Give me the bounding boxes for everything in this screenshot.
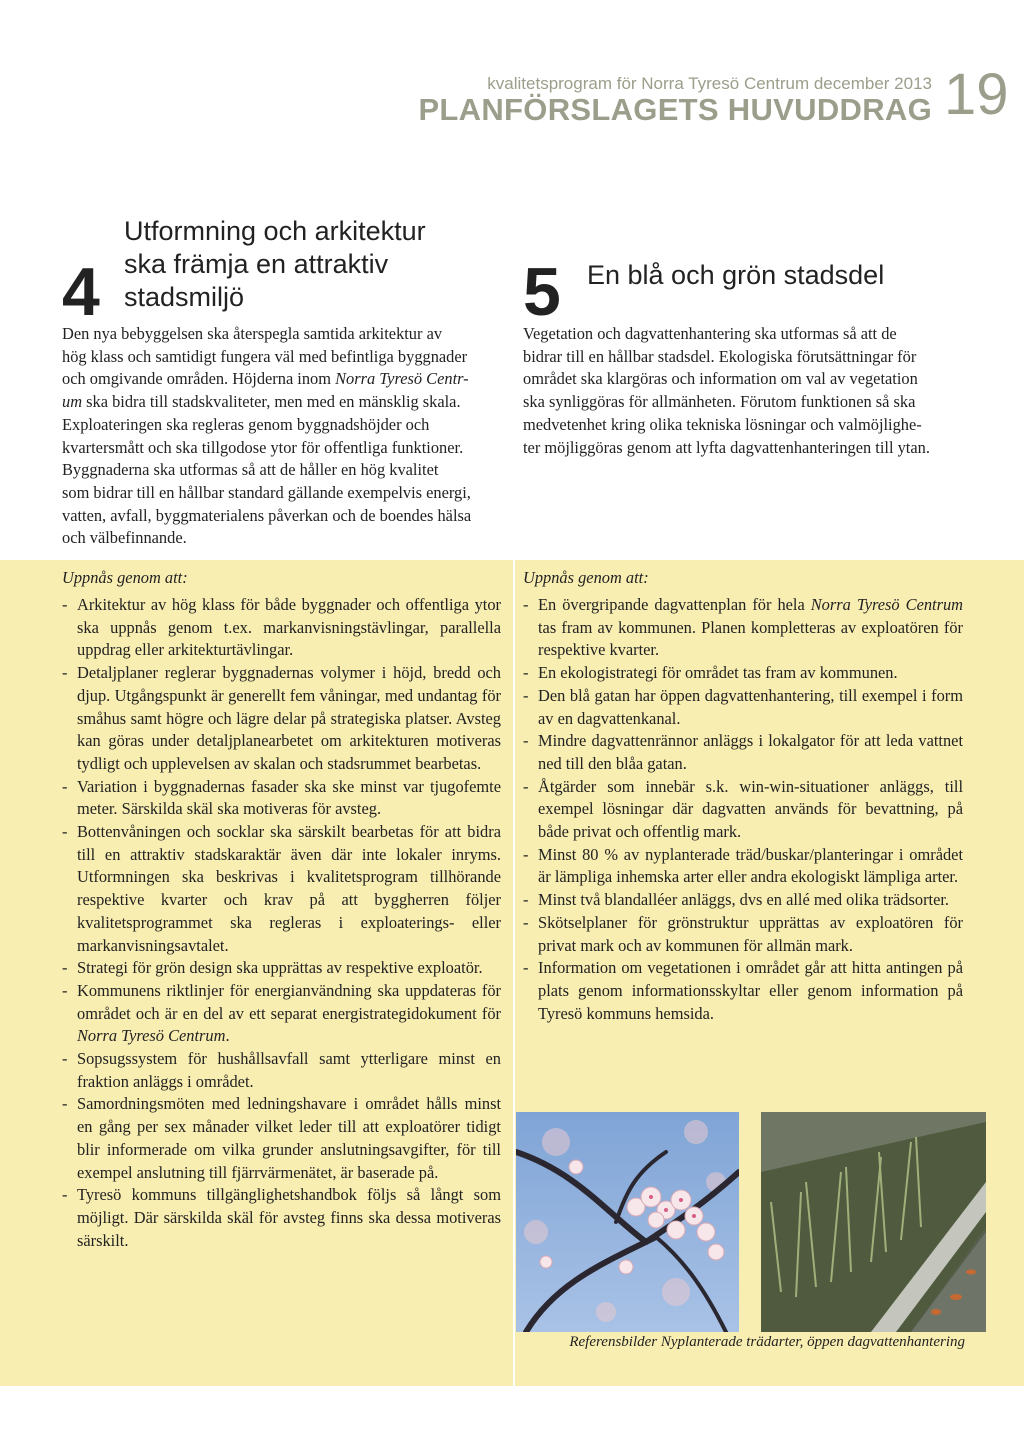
section-5-number: 5 xyxy=(523,254,559,330)
bullet-item: - En ekologistrategi för området tas fram av kommunen. xyxy=(523,662,963,685)
section-4-uppnas-label: Uppnås genom att: xyxy=(62,568,188,587)
intro-line: kvartersmått och ska tillgodose ytor för offentliga funktioner. xyxy=(62,437,464,457)
water-channel-photo xyxy=(761,1112,986,1332)
section-4-number: 4 xyxy=(62,254,98,330)
bullet-item: - Samordningsmöten med ledningshavare i området hålls minst en gång per sex månader vilket leder till att exploatörer tidigt blir informerade om vilka grunder anslutningsavgifter, för till exempel anslutning till fjärrvärmenätet, är baserade på. xyxy=(62,1093,501,1184)
bullet-item: - Arkitektur av hög klass för både byggnader och offentliga ytor ska uppnås genom t.ex. markanvisningstävlingar, parallella uppdrag eller arkitekturtävlingar. xyxy=(62,594,501,662)
intro-line: medvetenhet kring olika tekniska lösningar och valmöjlighe- xyxy=(523,414,922,434)
intro-line: Den nya bebyggelsen ska återspegla samtida arkitektur av xyxy=(62,324,443,343)
bullet-item: - En övergripande dagvattenplan för hela Norra Tyresö Centrum tas fram av kommunen. Planen kompletteras av exploatören för respektive kvarter. xyxy=(523,594,963,662)
bullet-item: - Detaljplaner reglerar byggnadernas volymer i höjd, bredd och djup. Utgångspunkt är generellt fem våningar, med undantag för småhus samt högre och lägre delar på strategiska platser. Avsteg kan göras under detaljplanearbetet om arkitekturen motiveras tydligt och upplevelsen av skalan och stadsrummet bearbetas. xyxy=(62,662,501,776)
bullet-item: - Sopsugssystem för hushållsavfall samt ytterligare minst en fraktion anläggs i området. xyxy=(62,1048,501,1093)
bullet-item: - Mindre dagvattenrännor anläggs i lokalgator för att leda vattnet ned till den blåa gatan. xyxy=(523,730,963,775)
water-channel-image xyxy=(761,1112,986,1332)
section-5-intro xyxy=(523,323,973,459)
intro-line: Byggnaderna ska utformas så att de håller en hög kvalitet xyxy=(62,460,439,480)
intro-line: hög klass och samtidigt fungera väl med befintliga byggnader xyxy=(62,346,468,366)
section-4-title-line: stadsmiljö xyxy=(124,282,245,312)
section-5-uppnas-label: Uppnås genom att: xyxy=(523,568,649,587)
section-4-title xyxy=(124,215,426,314)
intro-line: Exploateringen ska regleras genom byggnadshöjder och xyxy=(62,414,430,434)
bullet-item: - Tyresö kommuns tillgänglighetshandbok följs så långt som möjligt. Där särskilda skäl för avsteg finns ska dessa motiveras särskilt. xyxy=(62,1184,501,1252)
intro-line: bidrar till en hållbar stadsdel. Ekologiska förutsättningar för xyxy=(523,346,917,366)
section-4-title-line: ska främja en attraktiv xyxy=(124,249,389,279)
cherry-blossom-image xyxy=(516,1112,739,1332)
bullet-item: - Åtgärder som innebär s.k. win-win-situationer anläggs, till exempel lösningar där dagvatten används för bevattning, på både privat och offentlig mark. xyxy=(523,776,963,844)
intro-line: ska synliggöras för allmänheten. Förutom funktionen så ska xyxy=(523,392,916,412)
chapter-title: PLANFÖRSLAGETS HUVUDDRAG xyxy=(418,92,932,127)
bullet-item: - Minst två blandalléer anläggs, dvs en allé med olika trädsorter. xyxy=(523,889,963,912)
cherry-blossom-photo xyxy=(516,1112,739,1332)
bullet-item: - Kommunens riktlinjer för energianvändning ska uppdateras för området och är en del av ett separat energistrategidokument för Norra Tyresö Centrum. xyxy=(62,980,501,1048)
section-4-intro xyxy=(62,323,507,550)
bullet-item: - Information om vegetationen i området går att hitta antingen på plats genom informationsskyltar eller genom information på Tyresö kommuns hemsida. xyxy=(523,957,963,1025)
page-number: 19 xyxy=(944,62,1009,127)
intro-line: som bidrar till en hållbar standard gällande exempelvis energi, xyxy=(62,482,471,502)
section-4-bullet-list xyxy=(62,594,501,1252)
bullet-item: - Bottenvåningen och socklar ska särskilt bearbetas för att bidra till en attraktiv stadskaraktär även där inte lokaler inryms. Utformningen ska beskrivas i kvalitetsprogram tillhörande respektive kvarter och krav på att byggherren följer kvalitetsprogrammet ska regleras i exploaterings- eller markanvisningsavtalet. xyxy=(62,821,501,957)
bullet-item: - Minst 80 % av nyplanterade träd/buskar/planteringar i området är lämpliga inhemska arter eller andra ekologiskt lämpliga arter. xyxy=(523,844,963,889)
section-4-title-line: Utformning och arkitektur xyxy=(124,216,426,246)
intro-line: Vegetation och dagvattenhantering ska utformas så att de xyxy=(523,324,897,343)
bullet-item: - Variation i byggnadernas fasader ska ske minst var tjugofemte meter. Särskilda skäl ska motiveras för avsteg. xyxy=(62,776,501,821)
intro-line: området ska klargöras och information om val av vegetation xyxy=(523,369,918,389)
intro-line: um ska bidra till stadskvaliteter, men med en mänsklig skala. xyxy=(62,392,461,412)
bullet-item: - Den blå gatan har öppen dagvattenhantering, till exempel i form av en dagvattenkanal. xyxy=(523,685,963,730)
section-5-title: En blå och grön stadsdel xyxy=(587,260,885,290)
intro-line: ter möjliggöras genom att lyfta dagvattenhanteringen till ytan. xyxy=(523,437,930,457)
document-subtitle: kvalitetsprogram för Norra Tyresö Centrum december 2013 xyxy=(487,74,932,93)
section-5-bullet-list xyxy=(523,594,963,1025)
bullet-item: - Strategi för grön design ska upprättas av respektive exploatör. xyxy=(62,957,501,980)
intro-line: och välbefinnande. xyxy=(62,528,187,548)
intro-line: och omgivande områden. Höjderna inom Norra Tyresö Centr- xyxy=(62,369,469,389)
photo-caption: Referensbilder Nyplanterade trädarter, öppen dagvattenhantering xyxy=(569,1334,965,1350)
column-divider xyxy=(513,560,515,1386)
intro-line: vatten, avfall, byggmaterialens påverkan och de boendes hälsa xyxy=(62,505,472,525)
bullet-item: - Skötselplaner för grönstruktur upprättas av exploatören för privat mark och av kommunen för allmän mark. xyxy=(523,912,963,957)
